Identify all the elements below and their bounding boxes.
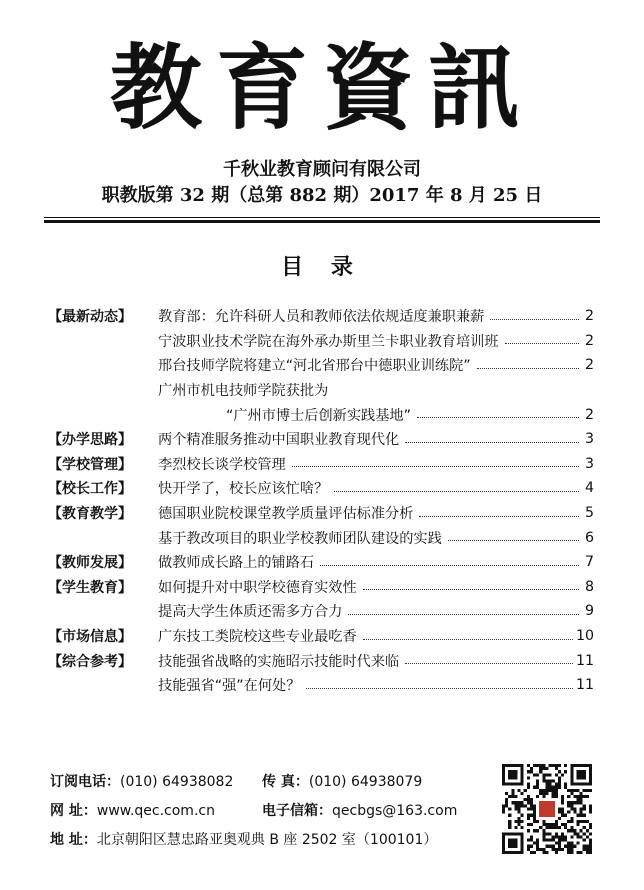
toc-page-number: 6 — [584, 529, 594, 546]
toc-entry-title: 广州市机电技师学院获批为 — [158, 383, 329, 400]
toc-category: 【学校管理】 — [48, 456, 132, 473]
toc-entry — [158, 454, 594, 474]
fax-value: (010) 64938079 — [308, 774, 423, 790]
toc-entry — [158, 626, 594, 646]
toc-dot-leader — [505, 343, 579, 344]
toc-page-number: 9 — [584, 603, 594, 620]
toc-row[interactable] — [48, 525, 594, 550]
toc-entry — [158, 601, 594, 621]
toc-entry — [158, 528, 594, 548]
address-label: 地 址： — [50, 832, 97, 848]
fax-label: 传 真： — [262, 774, 309, 790]
toc-category: 【校长工作】 — [48, 481, 132, 498]
toc-entry-title: 邢台技师学院将建立“河北省邢台中德职业训练院” — [158, 358, 471, 375]
toc-row[interactable] — [48, 575, 594, 600]
organization-name: 千秋业教育顾问有限公司 — [223, 159, 421, 180]
toc-entry-title: 教育部：允许科研人员和教师依法依规适度兼职兼薪 — [158, 309, 485, 326]
toc-heading: 目 录 — [281, 255, 363, 280]
toc-page-number: 10 — [575, 628, 594, 645]
toc-category: 【市场信息】 — [48, 629, 132, 646]
toc-entry — [158, 405, 594, 425]
toc-entry — [158, 503, 594, 523]
web-link[interactable]: www.qec.com.cn — [96, 803, 215, 819]
email-link[interactable]: qecbgs@163.com — [332, 803, 458, 819]
phone-value: (010) 64938082 — [120, 774, 234, 790]
toc-entry — [158, 355, 594, 375]
toc-entry — [158, 552, 594, 572]
toc-row[interactable] — [48, 648, 594, 673]
toc-entry-title: 做教师成长路上的铺路石 — [158, 555, 315, 572]
toc-entry-title: 宁波职业技术学院在海外承办斯里兰卡职业教育培训班 — [158, 333, 499, 350]
toc-row[interactable] — [48, 378, 594, 403]
header-divider-thin — [44, 217, 600, 218]
web-label: 网 址： — [50, 803, 97, 819]
toc-category: 【教师发展】 — [48, 555, 132, 572]
toc-dot-leader — [490, 319, 579, 320]
toc-dot-leader — [363, 589, 579, 590]
toc-dot-leader — [419, 516, 579, 517]
toc-entry-title: 李烈校长谈学校管理 — [158, 456, 286, 473]
toc-category: 【最新动态】 — [48, 309, 132, 326]
toc-row[interactable] — [48, 599, 594, 624]
toc-category: 【教育教学】 — [48, 506, 132, 523]
toc-page-number: 4 — [584, 480, 594, 497]
toc-entry-title: 两个精准服务推动中国职业教育现代化 — [158, 432, 400, 449]
toc-dot-leader — [334, 491, 579, 492]
qr-code-icon — [502, 764, 592, 854]
address-value: 北京朝阳区慧忠路亚奥观典 B 座 2502 室（100101） — [96, 832, 438, 848]
toc-dot-leader — [417, 417, 579, 418]
toc-page-number: 2 — [584, 406, 594, 423]
toc-entry-title: 技能强省战略的实施昭示技能时代来临 — [158, 653, 400, 670]
toc-page-number: 3 — [584, 455, 594, 472]
toc-entry-title: 德国职业院校课堂教学质量评估标准分析 — [158, 506, 414, 523]
toc-row[interactable] — [48, 550, 594, 575]
toc-row[interactable] — [48, 427, 594, 452]
toc-entry — [158, 306, 594, 326]
toc-dot-leader — [405, 442, 579, 443]
toc-row[interactable] — [48, 402, 594, 427]
toc-page-number: 7 — [584, 554, 594, 571]
toc-page-number: 2 — [584, 308, 594, 325]
table-of-contents — [48, 304, 594, 698]
toc-category: 【综合参考】 — [48, 653, 132, 670]
toc-row[interactable] — [48, 353, 594, 378]
toc-entry — [158, 429, 594, 449]
toc-row[interactable] — [48, 304, 594, 329]
toc-row[interactable] — [48, 501, 594, 526]
toc-category: 【办学思路】 — [48, 432, 132, 449]
toc-entry-title: 如何提升对中职学校德育实效性 — [158, 579, 357, 596]
toc-row[interactable] — [48, 624, 594, 649]
toc-entry-title: 广东技工类院校这些专业最吃香 — [158, 629, 357, 646]
toc-page-number: 3 — [584, 431, 594, 448]
footer-address-line — [50, 829, 437, 849]
toc-entry-title: 基于教改项目的职业学校教师团队建设的实践 — [158, 530, 442, 547]
toc-entry-title: “广州市博士后创新实践基地” — [226, 407, 411, 424]
toc-entry — [158, 380, 594, 400]
toc-row[interactable] — [48, 329, 594, 354]
toc-page-number: 5 — [584, 505, 594, 522]
toc-page-number: 8 — [584, 578, 594, 595]
toc-row[interactable] — [48, 452, 594, 477]
toc-page-number: 2 — [584, 357, 594, 374]
toc-dot-leader — [448, 540, 579, 541]
toc-entry — [158, 478, 594, 498]
toc-dot-leader — [405, 663, 573, 664]
toc-row[interactable] — [48, 673, 594, 698]
issue-line: 职教版第 32 期（总第 882 期）2017 年 8 月 25 日 — [101, 185, 543, 206]
toc-row[interactable] — [48, 476, 594, 501]
footer-email-line — [262, 800, 457, 820]
email-label: 电子信箱： — [262, 803, 332, 819]
toc-dot-leader — [363, 639, 573, 640]
toc-entry — [158, 577, 594, 597]
toc-page-number: 2 — [584, 332, 594, 349]
toc-category: 【学生教育】 — [48, 579, 132, 596]
toc-entry — [158, 331, 594, 351]
toc-page-number: 11 — [575, 652, 594, 669]
toc-dot-leader — [292, 466, 579, 467]
footer-phone-line — [50, 771, 233, 791]
toc-entry-title: 技能强省“强”在何处？ — [158, 678, 301, 695]
toc-entry — [158, 651, 594, 671]
phone-label: 订阅电话： — [50, 774, 120, 790]
toc-dot-leader — [320, 565, 579, 566]
toc-entry — [158, 675, 594, 695]
masthead-title: 教育資訊 — [109, 34, 534, 142]
toc-dot-leader — [477, 368, 579, 369]
toc-entry-title: 快开学了，校长应该忙啥？ — [158, 481, 329, 498]
footer-fax-line — [262, 771, 422, 791]
header-divider-thick — [44, 220, 600, 223]
toc-page-number: 11 — [575, 677, 594, 694]
footer-web-line — [50, 800, 215, 820]
toc-dot-leader — [348, 614, 579, 615]
toc-dot-leader — [306, 688, 573, 689]
toc-entry-title: 提高大学生体质还需多方合力 — [158, 604, 343, 621]
